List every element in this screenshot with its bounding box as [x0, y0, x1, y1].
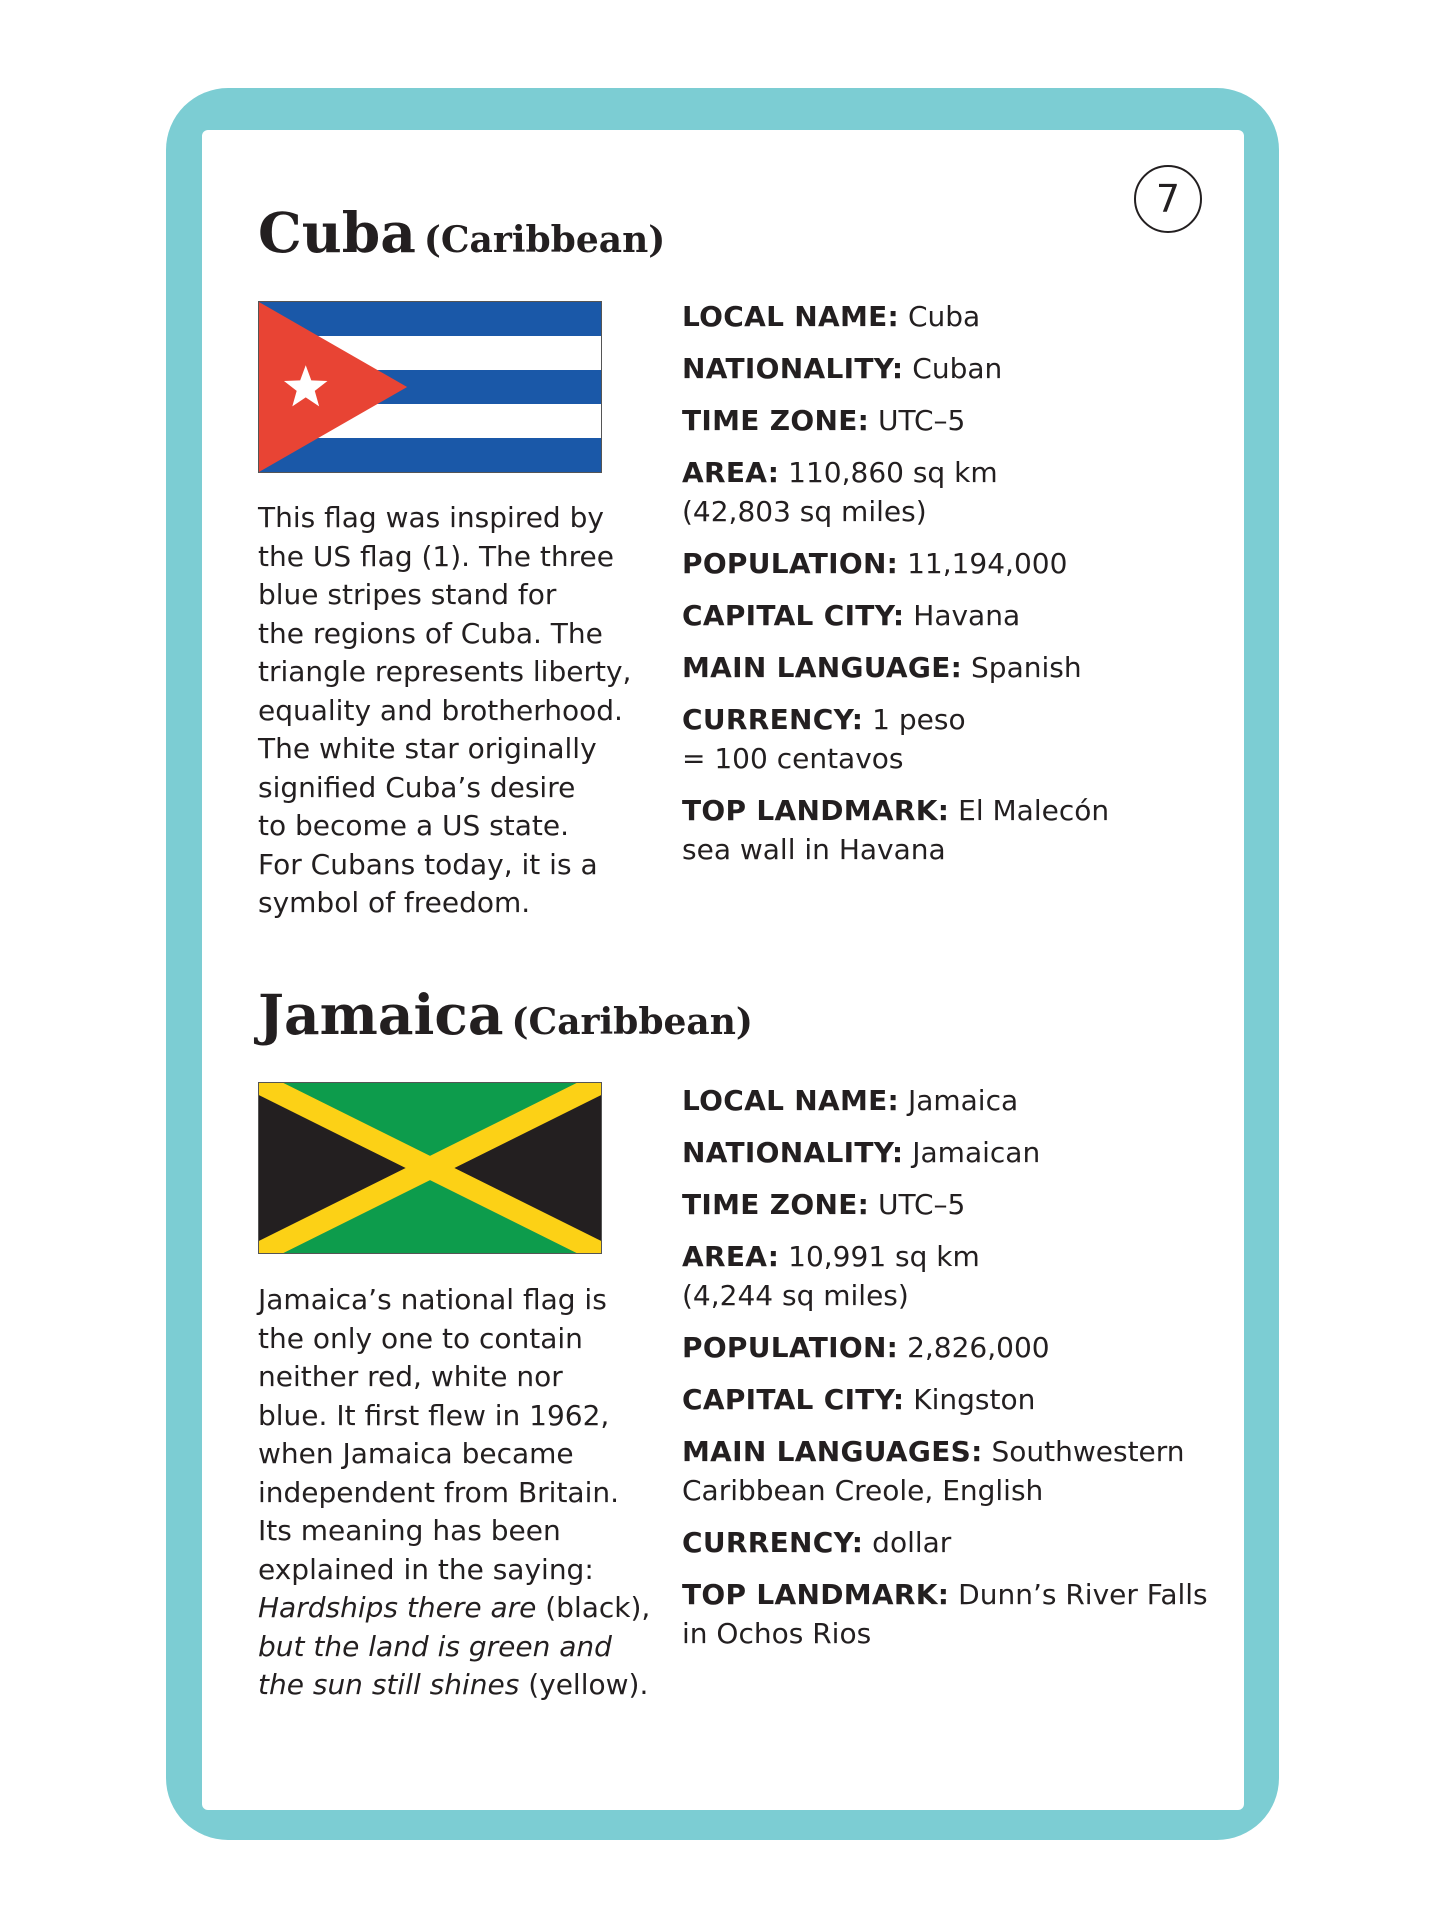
- description-line: when Jamaica became: [258, 1437, 574, 1470]
- country-region: (Caribbean): [511, 1001, 753, 1043]
- country-region: (Caribbean): [423, 219, 666, 261]
- fact-top-landmark: TOP LANDMARK: Dunn’s River Falls in Ochos Rios: [682, 1578, 1208, 1650]
- country-title-cuba: [258, 200, 665, 265]
- fact-main-language: MAIN LANGUAGE: Spanish: [682, 651, 1082, 684]
- description-line: equality and brotherhood.: [258, 693, 623, 727]
- description-line: independent from Britain.: [258, 1475, 620, 1509]
- description-line: For Cubans today, it is a: [258, 847, 598, 881]
- fact-local-name: LOCAL NAME: Cuba: [682, 300, 981, 333]
- description-line: to become a US state.: [258, 809, 569, 842]
- description-line: explained in the saying:: [258, 1552, 594, 1586]
- fact-top-landmark: TOP LANDMARK: El Malecón sea wall in Havana: [682, 794, 1110, 866]
- description-line: symbol of freedom.: [258, 886, 531, 919]
- description-line: triangle represents liberty,: [258, 655, 632, 688]
- fact-time-zone: TIME ZONE: UTC–5: [682, 404, 966, 437]
- country-name: Jamaica: [258, 982, 504, 1047]
- fact-time-zone: TIME ZONE: UTC–5: [682, 1188, 966, 1221]
- jamaica-flag-icon: [258, 1082, 602, 1254]
- description-line: blue. It first flew in 1962,: [258, 1398, 610, 1432]
- description-line: blue stripes stand for: [258, 578, 557, 611]
- fact-currency: CURRENCY: dollar: [682, 1526, 952, 1559]
- description-line: This flag was inspired by: [258, 501, 604, 534]
- cuba-facts: [682, 297, 1222, 882]
- page-number-badge: 7: [1134, 165, 1202, 233]
- saying-line: but the land is green and: [258, 1629, 612, 1663]
- fact-area: AREA: 110,860 sq km (42,803 sq miles): [682, 456, 998, 528]
- fact-population: POPULATION: 11,194,000: [682, 547, 1068, 580]
- saying-line: Hardships there are (black),: [258, 1591, 651, 1624]
- country-name: Cuba: [258, 200, 416, 265]
- fact-nationality: NATIONALITY: Cuban: [682, 352, 1003, 385]
- saying-line: the sun still shines (yellow).: [258, 1668, 649, 1701]
- description-line: the US flag (1). The three: [258, 539, 615, 573]
- fact-local-name: LOCAL NAME: Jamaica: [682, 1084, 1019, 1117]
- country-title-jamaica: [258, 982, 753, 1047]
- fact-capital-city: CAPITAL CITY: Kingston: [682, 1383, 1036, 1416]
- jamaica-flag-description: [258, 1281, 651, 1705]
- fact-main-languages: MAIN LANGUAGES: Southwestern Caribbean Creole, English: [682, 1435, 1185, 1507]
- description-line: the regions of Cuba. The: [258, 616, 603, 650]
- description-line: neither red, white nor: [258, 1360, 563, 1393]
- description-line: Its meaning has been: [258, 1514, 561, 1547]
- description-line: The white star originally: [258, 732, 597, 765]
- fact-currency: CURRENCY: 1 peso = 100 centavos: [682, 703, 966, 775]
- jamaica-facts: [682, 1081, 1222, 1666]
- cuba-flag-description: [258, 499, 632, 923]
- cuba-flag-icon: [258, 301, 602, 473]
- fact-area: AREA: 10,991 sq km (4,244 sq miles): [682, 1240, 980, 1312]
- fact-capital-city: CAPITAL CITY: Havana: [682, 599, 1021, 632]
- fact-nationality: NATIONALITY: Jamaican: [682, 1136, 1041, 1169]
- description-line: the only one to contain: [258, 1321, 583, 1355]
- description-line: Jamaica’s national flag is: [258, 1283, 607, 1316]
- description-line: signified Cuba’s desire: [258, 770, 576, 804]
- fact-population: POPULATION: 2,826,000: [682, 1331, 1050, 1364]
